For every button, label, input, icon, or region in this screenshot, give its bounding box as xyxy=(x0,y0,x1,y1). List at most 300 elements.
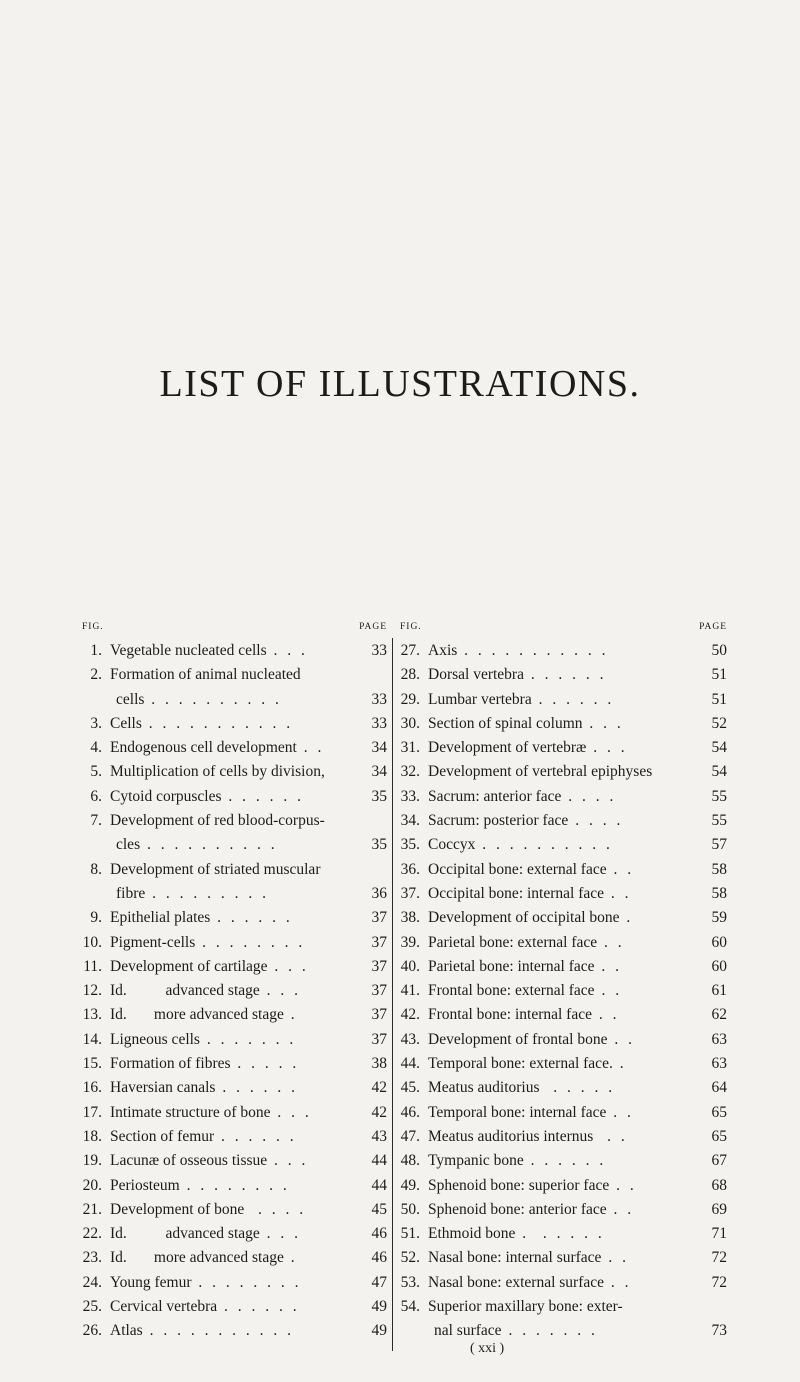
list-item xyxy=(82,931,387,955)
figure-title-line xyxy=(428,882,701,906)
figure-number: 26. xyxy=(82,1322,102,1340)
figure-title: Development of striated muscular xyxy=(110,860,321,878)
figure-title: Endogenous cell development xyxy=(110,739,297,757)
figure-number: 25. xyxy=(82,1298,102,1316)
leader-dots: . . . . . . xyxy=(214,1127,297,1145)
leader-dots: . . . . . . xyxy=(210,909,293,927)
figure-number: 11. xyxy=(83,957,102,975)
list-item xyxy=(400,1028,727,1052)
leader-dots: . . . . . . . . . . . xyxy=(457,642,609,659)
list-item xyxy=(82,979,387,1003)
figure-title: Development of red blood-corpus- xyxy=(110,812,325,830)
page-number-ref: 42 xyxy=(371,1079,387,1097)
page-number-ref: 36 xyxy=(371,884,387,902)
figure-number: 39. xyxy=(400,933,420,951)
figure-title-line xyxy=(110,663,361,687)
figure-title-line xyxy=(110,955,361,979)
figure-title-line xyxy=(110,760,361,784)
figure-number: 16. xyxy=(82,1079,102,1097)
figure-title-line xyxy=(428,712,701,736)
leader-dots: . . . . xyxy=(561,787,617,805)
figure-title-line xyxy=(110,1174,361,1198)
figure-title: Young femur xyxy=(110,1273,192,1291)
list-item xyxy=(400,858,727,882)
leader-dots: . . . xyxy=(582,714,624,732)
list-item xyxy=(82,1052,387,1076)
page-number-ref: 68 xyxy=(711,1176,727,1194)
left-column xyxy=(82,622,387,1340)
right-column xyxy=(400,622,727,1340)
page-number-ref: 52 xyxy=(711,714,727,732)
figure-title-line xyxy=(110,1295,361,1319)
left-entries xyxy=(82,639,387,1344)
list-item xyxy=(82,688,387,712)
figure-title: Id. advanced stage xyxy=(110,982,260,1000)
list-item xyxy=(400,663,727,687)
page-number-ref: 33 xyxy=(371,642,387,659)
list-item xyxy=(82,1295,387,1319)
page-number-ref: 55 xyxy=(711,812,727,830)
figure-number: 36. xyxy=(400,860,420,878)
leader-dots: . . xyxy=(609,1176,637,1194)
figure-number: 49. xyxy=(400,1176,420,1194)
page-number-ref: 58 xyxy=(711,884,727,902)
figure-title: Development of bone xyxy=(110,1200,245,1218)
leader-dots: . . xyxy=(607,1030,635,1048)
figure-number: 20. xyxy=(82,1176,102,1194)
figure-title-line xyxy=(110,1319,361,1343)
figure-number: 17. xyxy=(82,1103,102,1121)
figure-title-line xyxy=(428,833,701,857)
list-item xyxy=(400,1222,727,1246)
figure-title-line xyxy=(428,809,701,833)
list-item xyxy=(400,833,727,857)
page-number-ref: 51 xyxy=(711,690,727,708)
figure-title: Coccyx xyxy=(428,836,476,854)
page-number-ref: 42 xyxy=(371,1103,387,1121)
figure-number: 50. xyxy=(400,1200,420,1218)
figure-title-line xyxy=(116,833,361,857)
leader-dots: . . . . . . xyxy=(515,1225,605,1243)
leader-dots: . . . xyxy=(586,739,628,757)
figure-title-line xyxy=(110,1101,361,1125)
list-item xyxy=(400,1319,727,1343)
leader-dots: . xyxy=(283,1006,298,1024)
figure-title-line xyxy=(428,858,701,882)
figure-title: Lacunæ of osseous tissue xyxy=(110,1152,268,1170)
figure-title-line xyxy=(110,1149,361,1173)
figure-title: Multiplication of cells by division, xyxy=(110,763,325,781)
figure-number: 37. xyxy=(400,884,420,902)
figure-title-line xyxy=(110,931,361,955)
figure-title: Periosteum xyxy=(110,1176,180,1194)
figure-title: Section of spinal column xyxy=(428,714,583,732)
figure-number: 15. xyxy=(82,1055,102,1073)
leader-dots: . . xyxy=(594,957,623,975)
figure-number: 19. xyxy=(82,1152,102,1170)
leader-dots: . . . . . xyxy=(230,1055,300,1073)
figure-number: 48. xyxy=(400,1152,420,1170)
leader-dots: . . . xyxy=(266,642,308,659)
list-item xyxy=(82,882,387,906)
figure-title-line xyxy=(110,1198,361,1222)
leader-dots: . . . . . . xyxy=(531,690,615,708)
leader-dots: . xyxy=(612,1055,627,1073)
figure-title: Parietal bone: internal face xyxy=(428,957,595,975)
figure-number: 6. xyxy=(90,787,102,805)
leader-dots: . . xyxy=(601,1249,629,1267)
figure-number: 41. xyxy=(400,982,420,1000)
figure-title: Temporal bone: external face. xyxy=(428,1055,613,1073)
figure-title: cells xyxy=(116,690,145,708)
figure-title-line xyxy=(110,809,361,833)
page-heading: PAGE xyxy=(699,622,727,632)
page-number-ref: 60 xyxy=(711,957,727,975)
list-item xyxy=(82,1101,387,1125)
page-number-ref: 50 xyxy=(711,642,727,659)
figure-title-line xyxy=(110,639,361,663)
list-item xyxy=(400,906,727,930)
page-number-ref: 59 xyxy=(711,909,727,927)
leader-dots: . . . . . . . . . . . xyxy=(142,1322,294,1340)
leader-dots: . . . . . . xyxy=(523,666,607,684)
leader-dots: . xyxy=(283,1249,298,1267)
figure-number: 14. xyxy=(82,1030,102,1048)
figure-title-line xyxy=(428,1101,701,1125)
leader-dots: . . . . . . . . . . xyxy=(144,690,282,708)
figure-title-line xyxy=(428,931,701,955)
list-item xyxy=(82,663,387,687)
list-item xyxy=(82,1076,387,1100)
page-title: LIST OF ILLUSTRATIONS. xyxy=(159,363,641,405)
figure-title-line xyxy=(428,1271,701,1295)
list-item xyxy=(400,1149,727,1173)
figure-title-line xyxy=(110,712,361,736)
figure-title-line xyxy=(428,785,701,809)
figure-title: Meatus auditorius xyxy=(428,1079,540,1097)
figure-number: 18. xyxy=(82,1127,102,1145)
figure-title-line xyxy=(110,1003,361,1027)
list-item xyxy=(82,1319,387,1343)
figure-number: 43. xyxy=(400,1030,420,1048)
list-item xyxy=(82,1222,387,1246)
list-item xyxy=(400,955,727,979)
list-item xyxy=(400,1246,727,1270)
leader-dots: . . . . . . . . . . xyxy=(140,836,278,854)
page-number-ref: 35 xyxy=(371,836,387,854)
page-number-ref: 72 xyxy=(711,1273,727,1291)
page-number-ref: 67 xyxy=(711,1152,727,1170)
figure-title: Vegetable nucleated cells xyxy=(110,642,267,659)
leader-dots: . . . . . xyxy=(539,1079,616,1097)
figure-title: Frontal bone: internal face xyxy=(428,1006,592,1024)
figure-number: 12. xyxy=(82,982,102,1000)
page-number-ref: 35 xyxy=(371,787,387,805)
figure-number: 22. xyxy=(82,1225,102,1243)
figure-number: 47. xyxy=(400,1127,420,1145)
figure-title-line xyxy=(428,1174,701,1198)
figure-title: Ligneous cells xyxy=(110,1030,200,1048)
leader-dots: . . . . . . . . . xyxy=(145,884,270,902)
list-item xyxy=(400,809,727,833)
figure-title-line xyxy=(428,1222,701,1246)
column-header xyxy=(400,622,727,636)
figure-number: 52. xyxy=(400,1249,420,1267)
page-number-ref: 34 xyxy=(371,739,387,757)
figure-title: Id. more advanced stage xyxy=(110,1006,284,1024)
figure-title-line xyxy=(428,1198,701,1222)
figure-number: 3. xyxy=(90,714,102,732)
leader-dots: . . . . . . xyxy=(215,1079,298,1097)
figure-number: 44. xyxy=(400,1055,420,1073)
figure-number: 42. xyxy=(400,1006,420,1024)
figure-title: Haversian canals xyxy=(110,1079,216,1097)
figure-title: fibre xyxy=(116,884,146,902)
list-item xyxy=(82,1271,387,1295)
figure-title-line xyxy=(110,1125,361,1149)
figure-number: 7. xyxy=(90,812,102,830)
figure-title-line xyxy=(110,979,361,1003)
leader-dots: . . xyxy=(604,1273,632,1291)
figure-title: Temporal bone: internal face xyxy=(428,1103,607,1121)
list-item xyxy=(400,931,727,955)
list-item xyxy=(82,906,387,930)
figure-number: 5. xyxy=(90,763,102,781)
figure-title: Superior maxillary bone: exter- xyxy=(428,1298,623,1316)
list-item xyxy=(82,955,387,979)
figure-title: Cells xyxy=(110,714,142,732)
figure-title: Formation of animal nucleated xyxy=(110,666,301,684)
figure-title: Section of femur xyxy=(110,1127,215,1145)
page-number-ref: 37 xyxy=(371,982,387,1000)
list-item xyxy=(400,1198,727,1222)
figure-title-line xyxy=(428,639,701,663)
figure-title: Intimate structure of bone xyxy=(110,1103,271,1121)
leader-dots: . . . . . . . . . . xyxy=(475,836,613,854)
page-number-ref: 54 xyxy=(711,763,727,781)
page-number-ref: 49 xyxy=(371,1322,387,1340)
leader-dots: . . . . . . xyxy=(217,1298,300,1316)
figure-number: 2. xyxy=(90,666,102,684)
page-number-ref: 65 xyxy=(711,1103,727,1121)
figure-title: Lumbar vertebra xyxy=(428,690,532,708)
figure-title: Nasal bone: internal surface xyxy=(428,1249,602,1267)
figure-title-line xyxy=(110,1052,361,1076)
figure-title: Atlas xyxy=(110,1322,143,1340)
figure-number: 33. xyxy=(400,787,420,805)
list-item xyxy=(82,712,387,736)
figure-title-line xyxy=(428,736,701,760)
leader-dots: . . . . . . xyxy=(221,787,304,805)
leader-dots: . . . xyxy=(267,957,309,975)
figure-number: 13. xyxy=(82,1006,102,1024)
figure-title-line xyxy=(428,1052,701,1076)
leader-dots: . . . . xyxy=(568,812,624,830)
leader-dots: . . xyxy=(606,1200,635,1218)
figure-title-line xyxy=(428,1028,701,1052)
figure-title-line xyxy=(428,688,701,712)
fig-heading: FIG. xyxy=(82,622,104,632)
list-item xyxy=(400,639,727,663)
figure-title: cles xyxy=(116,836,141,854)
list-item xyxy=(400,1003,727,1027)
list-item xyxy=(400,712,727,736)
leader-dots: . . xyxy=(597,933,625,951)
list-item xyxy=(82,833,387,857)
list-item xyxy=(400,1052,727,1076)
page-number-ref: 55 xyxy=(711,787,727,805)
leader-dots: . . xyxy=(296,739,325,757)
page-number-ref: 37 xyxy=(371,909,387,927)
leader-dots: . xyxy=(619,909,634,927)
figure-number: 45. xyxy=(400,1079,420,1097)
figure-number: 28. xyxy=(400,666,420,684)
figure-title-line xyxy=(110,858,361,882)
figure-title-line xyxy=(116,882,361,906)
list-item xyxy=(400,1101,727,1125)
leader-dots: . . . . . . . . . . . xyxy=(141,714,294,732)
list-item xyxy=(82,1003,387,1027)
list-item xyxy=(400,688,727,712)
list-item xyxy=(400,785,727,809)
figure-title-line xyxy=(428,1076,701,1100)
leader-dots: . . xyxy=(606,1103,634,1121)
page-number-ref: 71 xyxy=(711,1225,727,1243)
figure-title-line xyxy=(428,1125,701,1149)
figure-title: Formation of fibres xyxy=(110,1055,231,1073)
figure-title: Cervical vertebra xyxy=(110,1298,218,1316)
leader-dots: . . xyxy=(591,1006,620,1024)
figure-number: 10. xyxy=(82,933,102,951)
page-number-ref: 57 xyxy=(711,836,727,854)
figure-title-line xyxy=(428,1149,701,1173)
figure-title: Sacrum: posterior face xyxy=(428,812,569,830)
page-number-ref: 64 xyxy=(711,1079,727,1097)
list-item xyxy=(400,882,727,906)
figure-title: Frontal bone: external face xyxy=(428,982,595,1000)
page-number-ref: 51 xyxy=(711,666,727,684)
figure-title: Cytoid corpuscles xyxy=(110,787,222,805)
figure-title: Development of cartilage xyxy=(110,957,268,975)
figure-title-line xyxy=(428,1295,701,1319)
list-item xyxy=(400,760,727,784)
figure-title: Development of occipital bone xyxy=(428,909,620,927)
fig-heading: FIG. xyxy=(400,622,422,632)
page-number-ref: 37 xyxy=(371,1030,387,1048)
figure-number: 31. xyxy=(400,739,420,757)
figure-number: 24. xyxy=(82,1273,102,1291)
list-item xyxy=(400,736,727,760)
list-item xyxy=(400,979,727,1003)
page-number-ref: 34 xyxy=(371,763,387,781)
column-header xyxy=(82,622,387,636)
page-number-ref: 60 xyxy=(711,933,727,951)
figure-number: 38. xyxy=(400,909,420,927)
figure-title: Parietal bone: external face xyxy=(428,933,598,951)
list-item xyxy=(82,858,387,882)
figure-number: 29. xyxy=(400,690,420,708)
figure-title-line xyxy=(110,1222,361,1246)
figure-title: Ethmoid bone xyxy=(428,1225,516,1243)
page-number-ref: 44 xyxy=(371,1176,387,1194)
figure-number: 30. xyxy=(400,714,420,732)
figure-number: 46. xyxy=(400,1103,420,1121)
figure-title: Tympanic bone xyxy=(428,1152,524,1170)
page-number-ref: 63 xyxy=(711,1055,727,1073)
list-item xyxy=(82,639,387,663)
list-item xyxy=(400,1125,727,1149)
figure-title-line xyxy=(428,1246,701,1270)
list-item xyxy=(82,1246,387,1270)
leader-dots: . . . . . . . xyxy=(501,1322,598,1340)
leader-dots: . . xyxy=(604,884,632,902)
page-number-ref: 69 xyxy=(711,1200,727,1218)
page-number-ref: 38 xyxy=(371,1055,387,1073)
figure-title: Meatus auditorius internus xyxy=(428,1127,594,1145)
figure-title-line xyxy=(428,663,701,687)
figure-title: Occipital bone: external face xyxy=(428,860,607,878)
figure-title: Sphenoid bone: anterior face xyxy=(428,1200,607,1218)
figure-number: 34. xyxy=(400,812,420,830)
page-number-ref: 37 xyxy=(371,1006,387,1024)
leader-dots: . . . . . . xyxy=(523,1152,607,1170)
figure-number: 23. xyxy=(82,1249,102,1267)
leader-dots: . . . . xyxy=(244,1200,307,1218)
figure-title-line xyxy=(428,979,701,1003)
figure-number: 54. xyxy=(400,1298,420,1316)
leader-dots: . . . xyxy=(259,982,302,1000)
list-item xyxy=(82,760,387,784)
page-number-ref: 73 xyxy=(711,1322,727,1340)
leader-dots: . . . xyxy=(270,1103,312,1121)
figure-number: 35. xyxy=(400,836,420,854)
figure-title-line xyxy=(434,1319,701,1343)
figure-title: Nasal bone: external surface xyxy=(428,1273,605,1291)
figure-number: 51. xyxy=(400,1225,420,1243)
page-number-ref: 63 xyxy=(711,1030,727,1048)
figure-title-line xyxy=(110,785,361,809)
page-number-ref: 61 xyxy=(711,982,727,1000)
page-number-ref: 43 xyxy=(371,1127,387,1145)
figure-title-line xyxy=(110,1271,361,1295)
list-item xyxy=(82,785,387,809)
leader-dots: . . xyxy=(594,982,623,1000)
figure-title: Axis xyxy=(428,642,458,659)
leader-dots: . . xyxy=(606,860,635,878)
figure-title: nal surface xyxy=(434,1322,502,1340)
list-item xyxy=(400,1076,727,1100)
page-number-ref: 37 xyxy=(371,957,387,975)
list-item xyxy=(82,1125,387,1149)
page-number-ref: 49 xyxy=(371,1298,387,1316)
figure-number: 32. xyxy=(400,763,420,781)
leader-dots: . . . . . . . . xyxy=(195,933,306,951)
figure-title: Id. more advanced stage xyxy=(110,1249,284,1267)
page-number-ref: 45 xyxy=(371,1200,387,1218)
page-heading: PAGE xyxy=(359,622,387,632)
list-item xyxy=(400,1271,727,1295)
page-number-ref: 65 xyxy=(711,1127,727,1145)
figure-title-line xyxy=(110,1246,361,1270)
figure-number: 53. xyxy=(400,1273,420,1291)
page-number-ref: 33 xyxy=(371,714,387,732)
figure-title-line xyxy=(428,955,701,979)
page-number-ref: 46 xyxy=(371,1225,387,1243)
right-entries xyxy=(400,639,727,1344)
page-number-ref: 58 xyxy=(711,860,727,878)
list-item xyxy=(82,1198,387,1222)
leader-dots: . . . . . . . . xyxy=(191,1273,302,1291)
